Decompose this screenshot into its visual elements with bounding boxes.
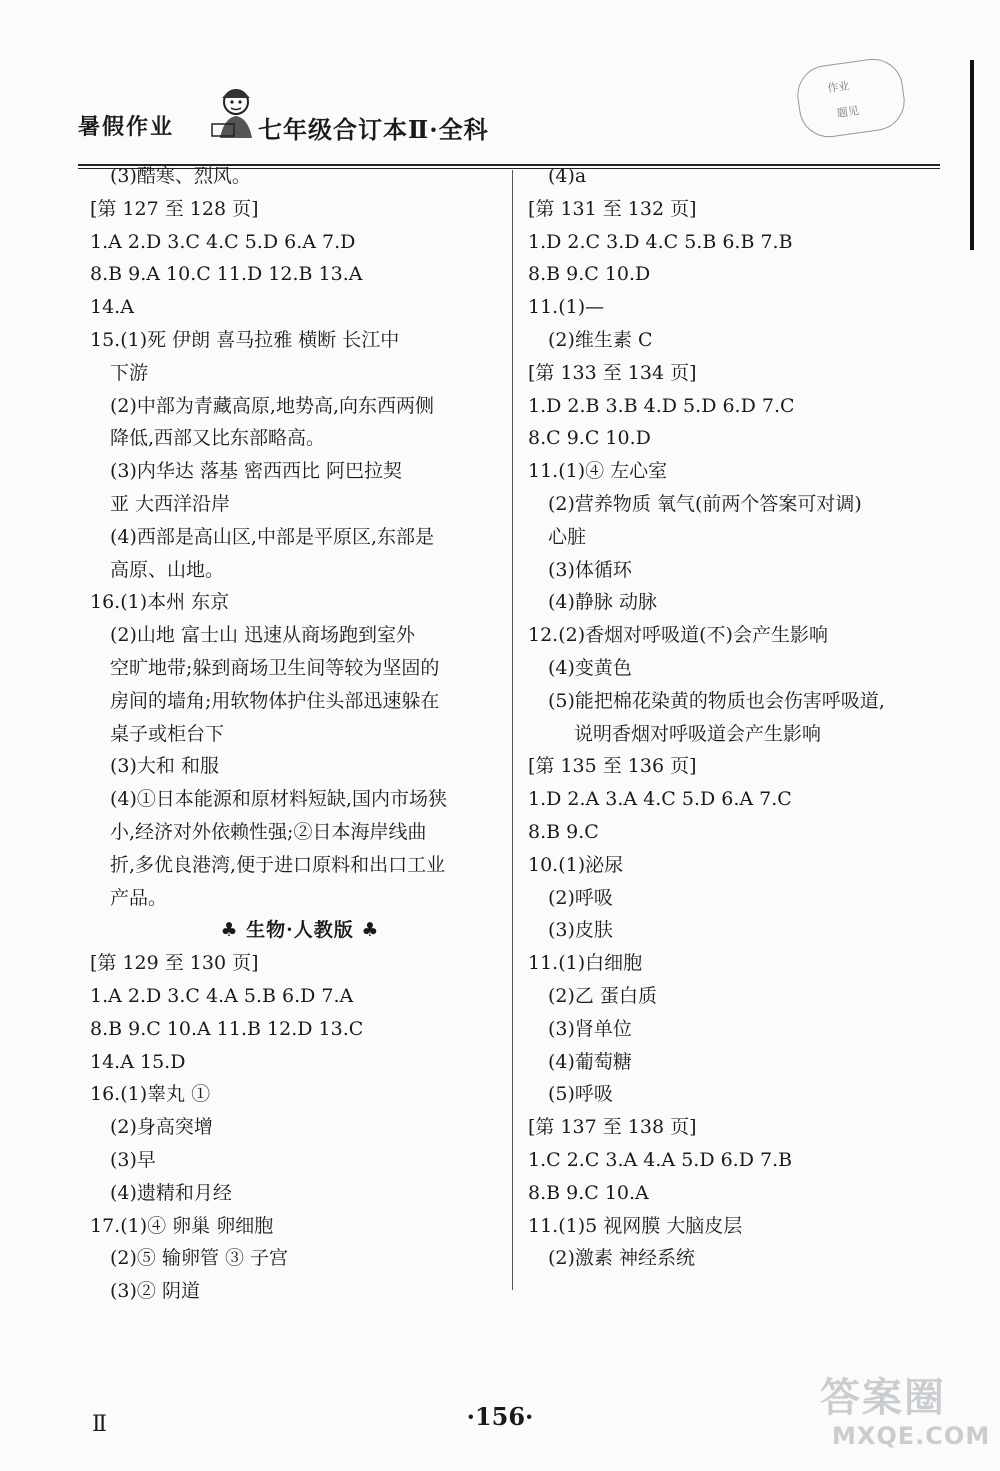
answer-line: (3)肾单位: [548, 1017, 632, 1040]
answer-line: 下游: [110, 361, 149, 384]
section-heading: ♣ 生物·人教版 ♣: [220, 919, 380, 942]
answer-line: 11.(1)④ 左心室: [528, 460, 668, 483]
answer-line: (3)大和 和服: [110, 755, 219, 778]
answer-line: 17.(1)④ 卵巢 卵细胞: [90, 1214, 274, 1237]
answer-line: (2)⑤ 输卵管 ③ 子宫: [110, 1247, 289, 1270]
left-answer-column: [90, 160, 510, 1308]
answer-line: (4)a: [548, 165, 587, 187]
answer-line: 降低,西部又比东部略高。: [110, 427, 326, 450]
watermark-logo: [818, 1366, 991, 1462]
answer-line: 11.(1)—: [528, 296, 605, 319]
answer-line: 说明香烟对呼吸道会产生影响: [574, 722, 822, 745]
page-range-heading: [第 133 至 134 页]: [528, 361, 697, 384]
answer-line: 1.A 2.D 3.C 4.C 5.D 6.A 7.D: [90, 230, 356, 253]
watermark-url: MXQE.COM: [832, 1422, 991, 1450]
column-divider: [512, 170, 513, 1290]
answer-line: (4)①日本能源和原材料短缺,国内市场狭: [110, 788, 447, 811]
answer-line: (3)酷寒、烈风。: [110, 165, 251, 187]
answer-line: 1.C 2.C 3.A 4.A 5.D 6.D 7.B: [528, 1148, 793, 1171]
answer-line: (2)身高突增: [110, 1116, 213, 1139]
answer-line: 亚 大西洋沿岸: [110, 492, 231, 515]
answer-line: (5)呼吸: [548, 1083, 613, 1106]
answer-line: 10.(1)泌尿: [528, 853, 624, 876]
answer-line: (4)西部是高山区,中部是平原区,东部是: [110, 525, 434, 548]
page-range-heading: [第 127 至 128 页]: [90, 197, 259, 220]
page-range-heading: [第 137 至 138 页]: [528, 1116, 697, 1139]
answer-line: (3)体循环: [548, 558, 632, 581]
answer-line: 14.A 15.D: [90, 1050, 186, 1073]
answer-line: 1.A 2.D 3.C 4.A 5.B 6.D 7.A: [90, 984, 354, 1007]
answer-line: (4)变黄色: [548, 656, 632, 679]
answer-line: 8.B 9.C 10.D: [528, 263, 651, 286]
page-range-heading: [第 131 至 132 页]: [528, 197, 697, 220]
volume-mark: Ⅱ: [92, 1412, 107, 1437]
answer-line: (2)维生素 C: [548, 328, 653, 351]
answer-line: (3)皮肤: [548, 919, 613, 942]
page-number: ·156·: [466, 1402, 534, 1431]
answer-line: 8.B 9.C: [528, 820, 599, 843]
answer-line: (2)山地 富士山 迅速从商场跑到室外: [110, 624, 415, 647]
answer-line: (2)营养物质 氧气(前两个答案可对调): [548, 492, 862, 515]
answer-line: 房间的墙角;用软物体护住头部迅速躲在: [110, 689, 440, 712]
book-subtitle: 七年级合订本Ⅱ·全科: [258, 115, 489, 144]
answer-line: (3)内华达 落基 密西西比 阿巴拉契: [110, 460, 403, 483]
answer-line: 产品。: [110, 886, 168, 909]
answer-line: 8.B 9.C 10.A 11.B 12.D 13.C: [90, 1017, 364, 1040]
answer-line: 15.(1)死 伊朗 喜马拉雅 横断 长江中: [90, 328, 400, 351]
answer-line: 11.(1)白细胞: [528, 952, 643, 975]
answer-line: 8.B 9.C 10.A: [528, 1181, 649, 1204]
answer-line: (3)早: [110, 1148, 156, 1171]
answer-line: 高原、山地。: [110, 558, 225, 581]
answer-line: (2)乙 蛋白质: [548, 984, 657, 1007]
answer-line: 16.(1)本州 东京: [90, 591, 230, 614]
brand-title: 暑假作业: [78, 114, 175, 140]
answer-line: 8.B 9.A 10.C 11.D 12.B 13.A: [90, 263, 363, 286]
answer-line: 8.C 9.C 10.D: [528, 427, 651, 450]
answer-line: (4)遗精和月经: [110, 1181, 232, 1204]
answer-line: 小,经济对外依赖性强;②日本海岸线曲: [110, 820, 427, 843]
page-edge-mark: [970, 60, 974, 250]
answer-line: (4)静脉 动脉: [548, 591, 657, 614]
page-range-heading: [第 135 至 136 页]: [528, 755, 697, 778]
answer-line: (5)能把棉花染黄的物质也会伤害呼吸道,: [548, 689, 885, 712]
answer-line: 心脏: [548, 525, 587, 548]
answer-line: 1.D 2.A 3.A 4.C 5.D 6.A 7.C: [528, 788, 792, 811]
mascot-illustration: [206, 80, 266, 140]
stamp-bottom-text: 题见: [836, 104, 860, 121]
seal-stamp: [794, 55, 909, 141]
answer-line: 12.(2)香烟对呼吸道(不)会产生影响: [528, 624, 828, 647]
answer-line: (3)② 阴道: [110, 1280, 200, 1303]
answer-line: (2)呼吸: [548, 886, 613, 909]
answer-line: 11.(1)5 视网膜 大脑皮层: [528, 1214, 743, 1237]
watermark-text: 答案圈: [820, 1375, 946, 1421]
answer-line: 桌子或柜台下: [110, 722, 225, 745]
right-answer-column: [528, 160, 958, 1275]
answer-line: 14.A: [90, 296, 134, 319]
answer-line: (2)中部为青藏高原,地势高,向东西两侧: [110, 394, 434, 417]
stamp-top-text: 作业: [826, 79, 851, 96]
answer-line: 空旷地带;躲到商场卫生间等较为坚固的: [110, 656, 440, 679]
page-range-heading: [第 129 至 130 页]: [90, 952, 259, 975]
answer-line: (2)激素 神经系统: [548, 1247, 695, 1270]
answer-line: 1.D 2.C 3.D 4.C 5.B 6.B 7.B: [528, 230, 793, 253]
answer-line: (4)葡萄糖: [548, 1050, 632, 1073]
answer-line: 16.(1)睾丸 ①: [90, 1083, 211, 1106]
answer-line: 1.D 2.B 3.B 4.D 5.D 6.D 7.C: [528, 394, 795, 417]
answer-line: 折,多优良港湾,便于进口原料和出口工业: [110, 853, 446, 876]
page-header: [78, 70, 938, 166]
